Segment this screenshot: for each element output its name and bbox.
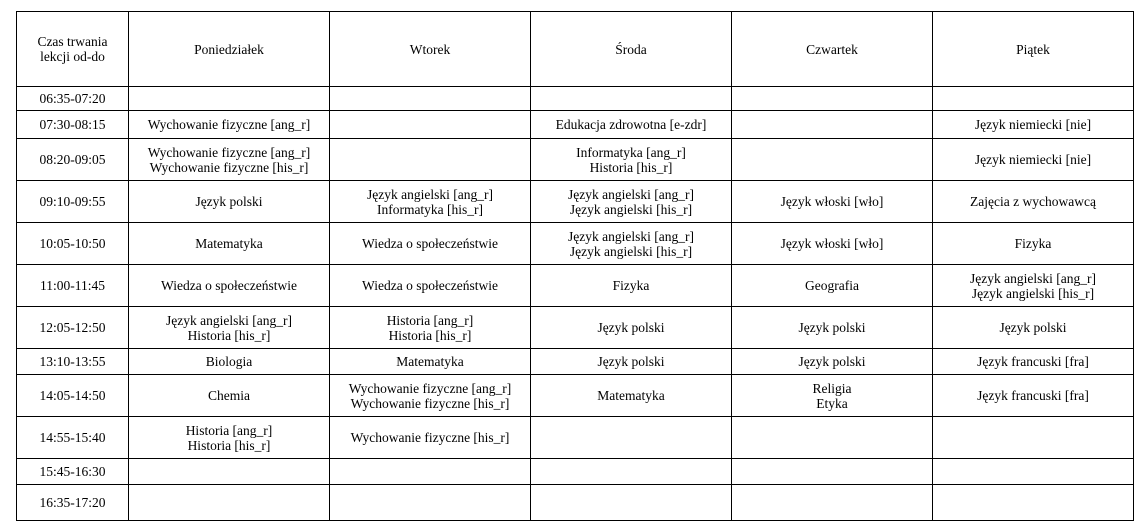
lesson-cell-monday [129,111,330,139]
lesson-cell-wednesday [531,375,732,417]
lesson-cell-thursday [732,111,933,139]
lesson-cell-tuesday [330,485,531,521]
lesson-cell-wednesday [531,223,732,265]
lesson-name: Język angielski [ang_r] [568,228,694,244]
time-slot-cell: 10:05-10:50 [17,223,129,265]
lesson-cell-tuesday [330,265,531,307]
lesson-name: Język francuski [fra] [977,388,1089,403]
time-slot-cell: 12:05-12:50 [17,307,129,349]
timetable-row [17,485,1134,521]
lesson-cell-wednesday [531,485,732,521]
lesson-name: Historia [his_r] [388,327,472,343]
lesson-name: Geografia [805,278,859,293]
lesson-cell-tuesday [330,87,531,111]
lesson-name: Wiedza o społeczeństwie [362,278,498,293]
lesson-cell-friday [933,181,1134,223]
time-slot-cell: 14:05-14:50 [17,375,129,417]
timetable-row [17,223,1134,265]
lesson-name: Wychowanie fizyczne [his_r] [350,430,510,445]
timetable-row [17,181,1134,223]
time-slot-cell: 07:30-08:15 [17,111,129,139]
lesson-name: Wychowanie fizyczne [his_r] [149,159,309,175]
lesson-cell-friday [933,87,1134,111]
lesson-name: Wiedza o społeczeństwie [161,278,297,293]
lesson-cell-friday [933,375,1134,417]
lesson-name: Matematyka [195,236,263,251]
lesson-name: Język angielski [his_r] [569,243,693,259]
lesson-cell-monday [129,139,330,181]
lesson-name: Religia [812,380,852,396]
lesson-cell-monday [129,349,330,375]
day-header-friday: Piątek [933,12,1134,87]
lesson-name: Informatyka [his_r] [376,201,484,217]
lesson-cell-monday [129,417,330,459]
lesson-cell-monday [129,307,330,349]
lesson-cell-friday [933,307,1134,349]
lesson-name: Wychowanie fizyczne [ang_r] [147,144,311,160]
lesson-name: Język angielski [his_r] [971,285,1095,301]
lesson-cell-tuesday [330,417,531,459]
time-slot-cell: 16:35-17:20 [17,485,129,521]
lesson-name: Edukacja zdrowotna [e-zdr] [555,117,707,132]
timetable-row [17,139,1134,181]
lesson-cell-monday [129,181,330,223]
day-header-monday: Poniedziałek [129,12,330,87]
lesson-cell-tuesday [330,181,531,223]
time-slot-cell: 13:10-13:55 [17,349,129,375]
lesson-cell-friday [933,417,1134,459]
lesson-cell-tuesday [330,223,531,265]
lesson-cell-tuesday [330,139,531,181]
lesson-cell-friday [933,265,1134,307]
lesson-name: Historia [his_r] [187,437,271,453]
lesson-name: Historia [ang_r] [386,312,474,328]
lesson-cell-friday [933,485,1134,521]
lesson-cell-thursday [732,87,933,111]
lesson-name: Historia [his_r] [589,159,673,175]
lesson-cell-friday [933,223,1134,265]
lesson-name: Język polski [999,320,1067,335]
lesson-cell-friday [933,111,1134,139]
lesson-name: Język angielski [ang_r] [367,186,493,202]
lesson-name: Chemia [208,388,250,403]
lesson-name: Wychowanie fizyczne [ang_r] [348,380,512,396]
lesson-name: Etyka [816,395,848,411]
time-slot-cell: 08:20-09:05 [17,139,129,181]
lesson-name: Język polski [597,320,665,335]
timetable-row [17,307,1134,349]
lesson-name: Biologia [205,354,253,369]
time-slot-cell: 09:10-09:55 [17,181,129,223]
day-header-thursday: Czwartek [732,12,933,87]
lesson-cell-monday [129,265,330,307]
lesson-name: Język angielski [ang_r] [166,312,292,328]
lesson-name: Język angielski [ang_r] [568,186,694,202]
lesson-cell-thursday [732,223,933,265]
lesson-cell-monday [129,87,330,111]
lesson-cell-friday [933,459,1134,485]
timetable-row [17,111,1134,139]
lesson-cell-monday [129,223,330,265]
lesson-cell-thursday [732,139,933,181]
lesson-name: Język niemiecki [nie] [974,117,1092,132]
lesson-cell-wednesday [531,349,732,375]
time-slot-cell: 15:45-16:30 [17,459,129,485]
lesson-cell-wednesday [531,181,732,223]
lesson-cell-wednesday [531,87,732,111]
lesson-cell-wednesday [531,307,732,349]
lesson-name: Język francuski [fra] [977,354,1089,369]
timetable-row [17,375,1134,417]
lesson-cell-thursday [732,349,933,375]
lesson-name: Zajęcia z wychowawcą [970,194,1096,209]
lesson-name: Język włoski [wło] [780,236,884,251]
lesson-name: Fizyka [612,278,650,293]
lesson-cell-thursday [732,485,933,521]
lesson-name: Matematyka [396,354,464,369]
time-column-header: Czas trwania lekcji od-do [17,12,129,87]
lesson-cell-tuesday [330,459,531,485]
lesson-cell-thursday [732,459,933,485]
time-slot-cell: 11:00-11:45 [17,265,129,307]
lesson-name: Język polski [195,194,263,209]
timetable-row [17,265,1134,307]
timetable-row [17,87,1134,111]
lesson-cell-friday [933,139,1134,181]
lesson-cell-wednesday [531,417,732,459]
lesson-cell-tuesday [330,375,531,417]
lesson-name: Język angielski [his_r] [569,201,693,217]
lesson-cell-friday [933,349,1134,375]
lesson-cell-monday [129,459,330,485]
lesson-cell-monday [129,485,330,521]
lesson-cell-thursday [732,307,933,349]
lesson-cell-wednesday [531,459,732,485]
lesson-name: Historia [his_r] [187,327,271,343]
day-header-wednesday: Środa [531,12,732,87]
lesson-name: Język polski [597,354,665,369]
lesson-name: Wychowanie fizyczne [his_r] [350,395,510,411]
lesson-name: Język niemiecki [nie] [974,152,1092,167]
lesson-name: Wiedza o społeczeństwie [362,236,498,251]
lesson-name: Historia [ang_r] [185,422,273,438]
lesson-name: Wychowanie fizyczne [ang_r] [147,117,311,132]
timetable-row [17,349,1134,375]
lesson-cell-thursday [732,375,933,417]
lesson-cell-thursday [732,265,933,307]
lesson-cell-tuesday [330,349,531,375]
lesson-cell-wednesday [531,111,732,139]
lesson-name: Język włoski [wło] [780,194,884,209]
lesson-cell-wednesday [531,139,732,181]
header-row [17,12,1134,87]
timetable-row [17,417,1134,459]
lesson-name: Język polski [798,354,866,369]
lesson-name: Informatyka [ang_r] [576,144,686,160]
timetable [16,11,1134,521]
time-slot-cell: 14:55-15:40 [17,417,129,459]
day-header-tuesday: Wtorek [330,12,531,87]
lesson-cell-thursday [732,181,933,223]
lesson-name: Język polski [798,320,866,335]
lesson-cell-tuesday [330,307,531,349]
lesson-cell-wednesday [531,265,732,307]
lesson-cell-monday [129,375,330,417]
lesson-name: Fizyka [1014,236,1052,251]
lesson-name: Matematyka [597,388,665,403]
timetable-row [17,459,1134,485]
lesson-name: Język angielski [ang_r] [970,270,1096,286]
lesson-cell-thursday [732,417,933,459]
lesson-cell-tuesday [330,111,531,139]
time-slot-cell: 06:35-07:20 [17,87,129,111]
